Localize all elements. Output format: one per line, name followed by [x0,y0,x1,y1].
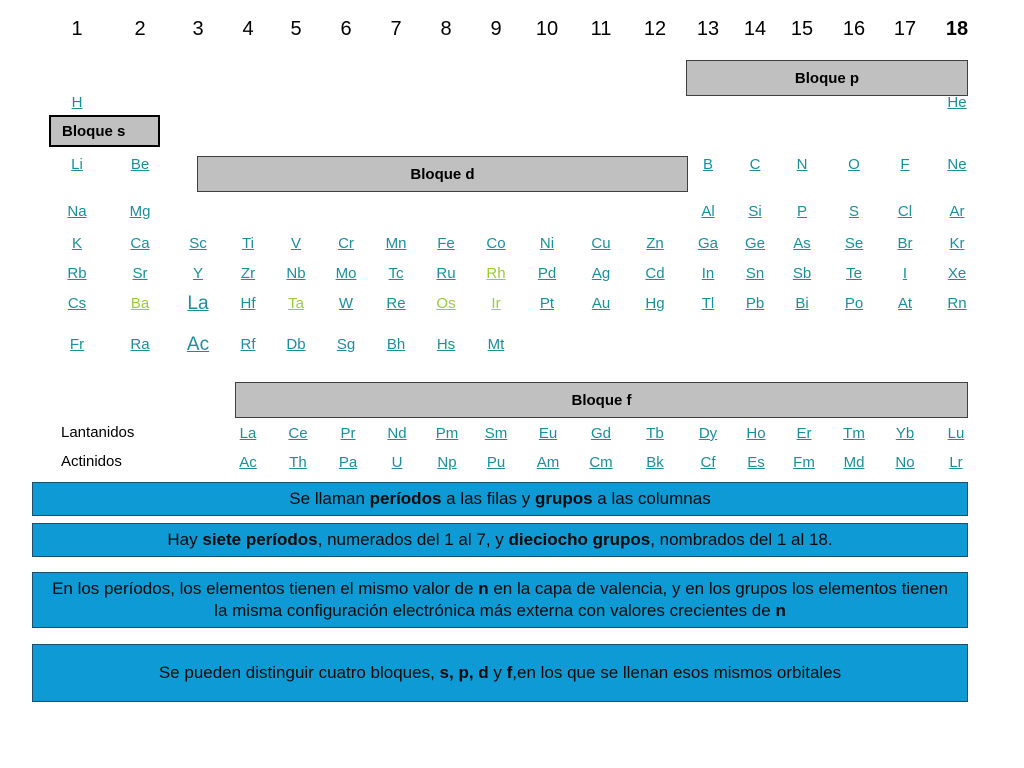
element-ir[interactable]: Ir [491,295,501,312]
info-bold-text: n [478,579,489,598]
element-te[interactable]: Te [846,265,862,282]
element-rf[interactable]: Rf [240,336,256,353]
element-f-actinides-cm[interactable]: Cm [589,454,613,471]
element-w[interactable]: W [338,295,354,312]
group-number-12: 12 [643,18,667,40]
element-mg[interactable]: Mg [129,203,151,220]
info-plain-text: Se pueden distinguir cuatro bloques, [158,663,440,682]
info-plain-text: Se llaman [289,489,370,508]
element-zn[interactable]: Zn [646,235,664,252]
lanthanides-label: Lantanidos [61,424,135,441]
element-rn[interactable]: Rn [947,295,967,312]
element-nb[interactable]: Nb [286,265,306,282]
element-f-actinides-pa[interactable]: Pa [338,454,358,471]
element-hg[interactable]: Hg [645,295,665,312]
element-kr[interactable]: Kr [949,235,965,252]
element-cd[interactable]: Cd [645,265,665,282]
info-box-counts [32,523,968,557]
element-n[interactable]: N [796,156,808,173]
element-sb[interactable]: Sb [792,265,812,282]
element-co[interactable]: Co [486,235,506,252]
element-f-lanthanides-pr[interactable]: Pr [340,425,356,442]
element-rb[interactable]: Rb [67,265,87,282]
group-number-9: 9 [490,18,502,40]
info-text [159,662,841,684]
info-plain-text: En los períodos, los elementos tienen el mismo valor de [52,579,479,598]
element-ag[interactable]: Ag [591,265,611,282]
element-in[interactable]: In [701,265,715,282]
info-bold-text: períodos [369,489,442,508]
element-tl[interactable]: Tl [701,295,715,312]
element-be[interactable]: Be [130,156,150,173]
element-ac[interactable]: Ac [186,334,210,355]
group-number-6: 6 [340,18,352,40]
element-f-actinides-fm[interactable]: Fm [793,454,815,471]
info-text [167,529,832,551]
element-al[interactable]: Al [701,203,715,220]
element-se[interactable]: Se [844,235,864,252]
element-f-lanthanides-la[interactable]: La [239,425,257,442]
element-ne[interactable]: Ne [947,156,967,173]
info-bold-text: n [775,601,786,620]
element-f-actinides-bk[interactable]: Bk [646,454,664,471]
group-number-13: 13 [696,18,720,40]
element-mt[interactable]: Mt [487,336,505,353]
actinides-label: Actinidos [61,453,122,470]
block-p-banner: Bloque p [686,60,968,96]
element-ba[interactable]: Ba [130,295,150,312]
info-bold-text: grupos [534,489,593,508]
group-number-11: 11 [590,18,612,40]
element-ar[interactable]: Ar [949,203,965,220]
info-plain-text: y [488,663,507,682]
element-ni[interactable]: Ni [539,235,555,252]
element-si[interactable]: Si [748,203,762,220]
element-f-lanthanides-yb[interactable]: Yb [895,425,915,442]
element-pb[interactable]: Pb [745,295,765,312]
block-d-banner: Bloque d [197,156,688,192]
element-pd[interactable]: Pd [537,265,557,282]
element-f-lanthanides-gd[interactable]: Gd [590,425,611,442]
element-f-actinides-np[interactable]: Np [437,454,457,471]
element-f-actinides-u[interactable]: U [391,454,403,471]
info-bold-text: dieciocho grupos [508,530,651,549]
info-box-periods-groups [32,482,968,516]
element-ge[interactable]: Ge [744,235,765,252]
element-mn[interactable]: Mn [385,235,407,252]
element-f-lanthanides-er[interactable]: Er [796,425,812,442]
element-b[interactable]: B [702,156,713,173]
element-re[interactable]: Re [386,295,406,312]
element-i[interactable]: I [902,265,908,282]
info-box-blocks [32,644,968,702]
element-f-lanthanides-nd[interactable]: Nd [387,425,407,442]
group-number-15: 15 [790,18,814,40]
group-number-5: 5 [290,18,302,40]
group-number-3: 3 [192,18,204,40]
element-ru[interactable]: Ru [436,265,456,282]
element-ti[interactable]: Ti [242,235,254,252]
element-li[interactable]: Li [71,156,83,173]
element-f-lanthanides-ho[interactable]: Ho [746,425,766,442]
element-sg[interactable]: Sg [336,336,356,353]
info-plain-text: , numerados del 1 al 7, y [317,530,509,549]
element-rh[interactable]: Rh [486,265,506,282]
element-cl[interactable]: Cl [897,203,913,220]
element-au[interactable]: Au [591,295,611,312]
element-h[interactable]: H [71,94,83,111]
element-ca[interactable]: Ca [130,235,150,252]
element-ra[interactable]: Ra [130,336,150,353]
element-f-lanthanides-eu[interactable]: Eu [538,425,558,442]
element-he[interactable]: He [947,94,967,111]
element-na[interactable]: Na [67,203,87,220]
element-as[interactable]: As [793,235,811,252]
element-bi[interactable]: Bi [795,295,809,312]
element-f-actinides-lr[interactable]: Lr [949,454,963,471]
group-number-7: 7 [390,18,402,40]
element-cs[interactable]: Cs [67,295,87,312]
element-fe[interactable]: Fe [437,235,455,252]
element-o[interactable]: O [848,156,860,173]
element-f-lanthanides-tm[interactable]: Tm [843,425,865,442]
info-bold-text: s, p, d [439,663,489,682]
element-f-actinides-pu[interactable]: Pu [486,454,506,471]
element-f-lanthanides-tb[interactable]: Tb [646,425,664,442]
element-k[interactable]: K [71,235,82,252]
element-tc[interactable]: Tc [388,265,404,282]
element-sr[interactable]: Sr [132,265,148,282]
info-plain-text: a las filas y [441,489,535,508]
element-f-lanthanides-pm[interactable]: Pm [435,425,459,442]
info-bold-text: siete períodos [202,530,318,549]
group-number-16: 16 [842,18,866,40]
element-os[interactable]: Os [436,295,456,312]
element-f[interactable]: F [900,156,910,173]
element-pt[interactable]: Pt [539,295,555,312]
info-text [289,488,710,510]
element-xe[interactable]: Xe [947,265,967,282]
group-number-18: 18 [945,18,969,40]
element-at[interactable]: At [897,295,913,312]
info-plain-text: Hay [167,530,203,549]
element-db[interactable]: Db [286,336,306,353]
element-fr[interactable]: Fr [69,336,85,353]
element-f-lanthanides-sm[interactable]: Sm [484,425,508,442]
info-plain-text: , nombrados del 1 al 18. [650,530,833,549]
element-v[interactable]: V [290,235,301,252]
info-box-valence [32,572,968,628]
info-text [45,578,955,622]
info-plain-text: ,en los que se llenan esos mismos orbitales [512,663,842,682]
element-c[interactable]: C [749,156,761,173]
element-p[interactable]: P [796,203,807,220]
element-cr[interactable]: Cr [338,235,354,252]
element-ga[interactable]: Ga [697,235,718,252]
element-ta[interactable]: Ta [288,295,304,312]
element-hs[interactable]: Hs [436,336,456,353]
element-sn[interactable]: Sn [745,265,765,282]
group-number-8: 8 [440,18,452,40]
element-zr[interactable]: Zr [240,265,256,282]
group-number-2: 2 [134,18,146,40]
info-plain-text: en la capa de valencia, y en los grupos los elementos tienen la misma configuración electrónica más externa con valores crecientes de [214,579,948,620]
element-hf[interactable]: Hf [240,295,256,312]
group-number-10: 10 [535,18,559,40]
group-number-17: 17 [893,18,917,40]
element-f-lanthanides-dy[interactable]: Dy [698,425,718,442]
info-plain-text: a las columnas [592,489,711,508]
element-f-lanthanides-ce[interactable]: Ce [288,425,308,442]
group-number-14: 14 [743,18,767,40]
group-number-4: 4 [242,18,254,40]
block-f-banner: Bloque f [235,382,968,418]
element-f-lanthanides-lu[interactable]: Lu [947,425,965,442]
element-po[interactable]: Po [844,295,864,312]
group-number-1: 1 [71,18,83,40]
element-f-actinides-am[interactable]: Am [536,454,560,471]
element-f-actinides-th[interactable]: Th [289,454,307,471]
element-f-actinides-no[interactable]: No [895,454,915,471]
element-br[interactable]: Br [897,235,913,252]
block-s-banner: Bloque s [49,115,160,147]
element-mo[interactable]: Mo [335,265,357,282]
element-bh[interactable]: Bh [386,336,406,353]
element-sc[interactable]: Sc [189,235,207,252]
element-f-actinides-cf[interactable]: Cf [700,454,716,471]
element-f-actinides-md[interactable]: Md [843,454,865,471]
info-bold-text: f [506,663,513,682]
element-f-actinides-ac[interactable]: Ac [239,454,257,471]
element-f-actinides-es[interactable]: Es [747,454,765,471]
element-y[interactable]: Y [192,265,203,282]
element-la[interactable]: La [187,293,209,314]
element-cu[interactable]: Cu [591,235,611,252]
element-s[interactable]: S [848,203,859,220]
